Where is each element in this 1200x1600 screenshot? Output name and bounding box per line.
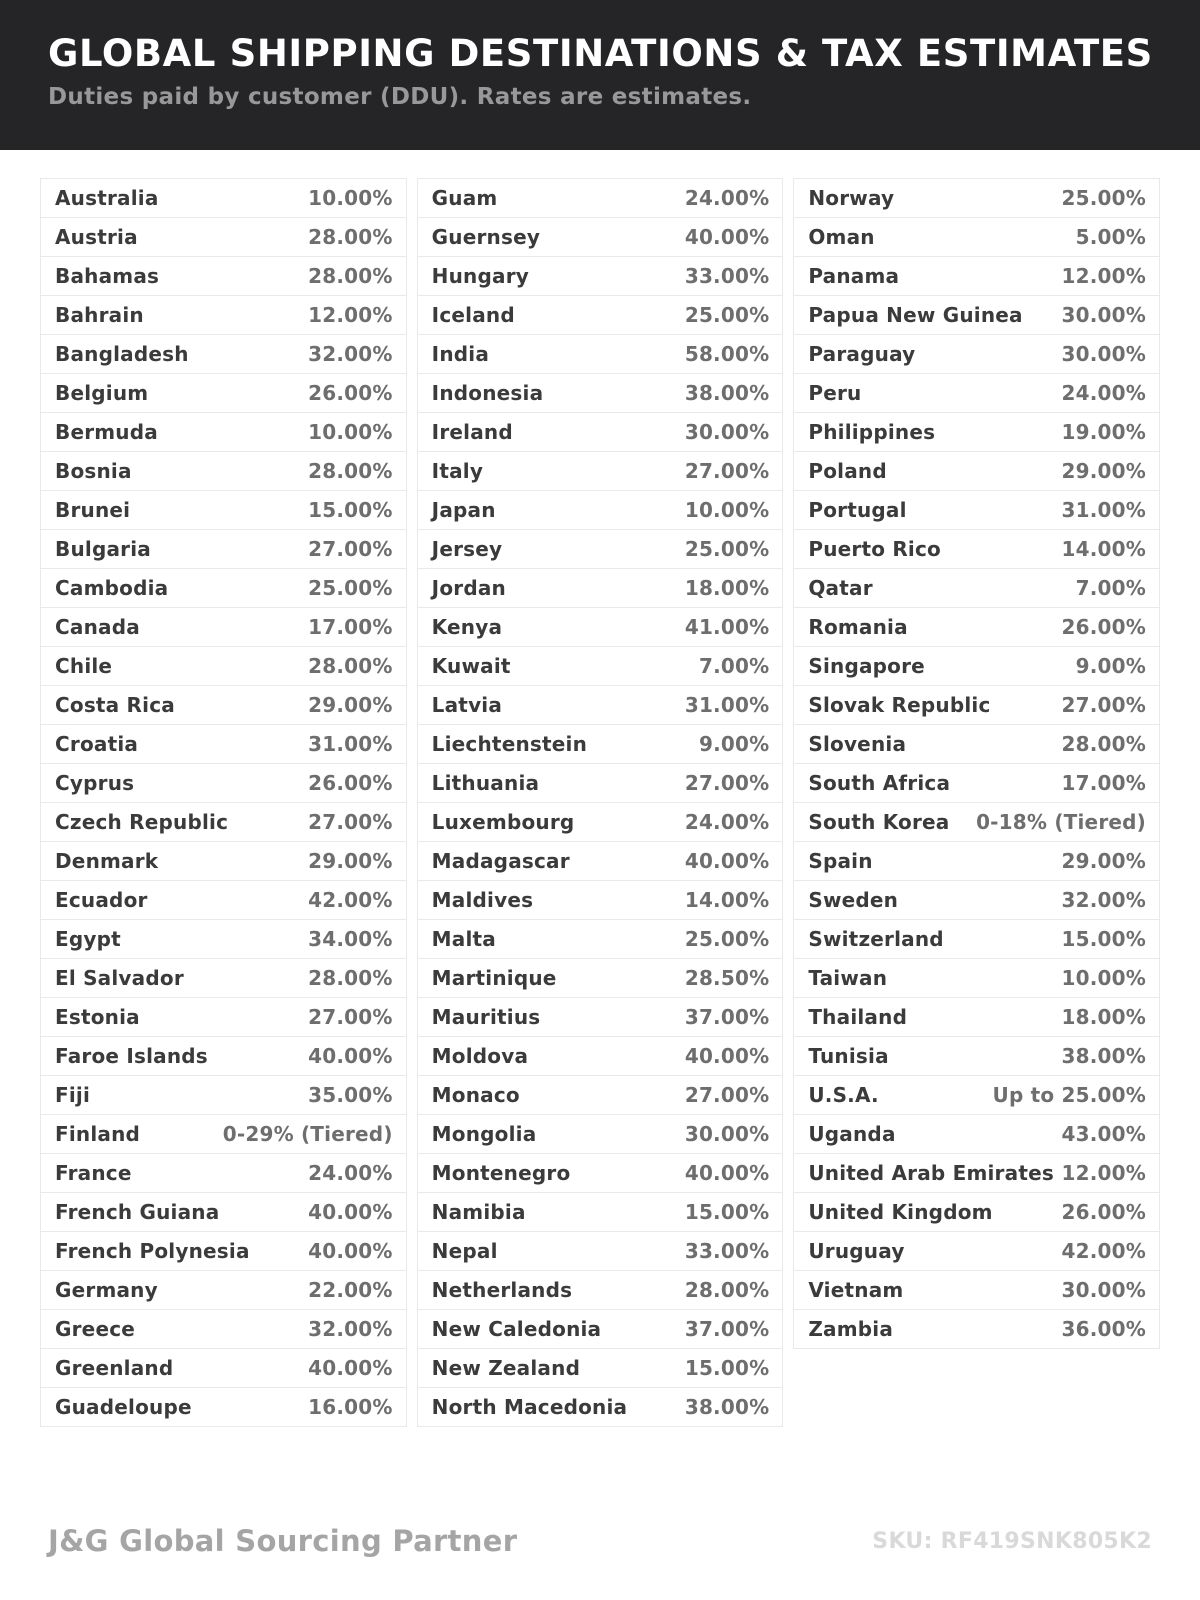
table-row — [417, 607, 784, 647]
country-label: Jordan — [431, 576, 506, 600]
rate-value: 9.00% — [1075, 654, 1147, 678]
table-row — [793, 1270, 1160, 1310]
rate-value: 24.00% — [684, 810, 770, 834]
rate-value: 12.00% — [1061, 1161, 1147, 1185]
table-row — [417, 568, 784, 608]
table-row — [793, 334, 1160, 374]
table-row — [417, 1153, 784, 1193]
table-row — [793, 217, 1160, 257]
country-label: Japan — [431, 498, 496, 522]
country-label: Philippines — [808, 420, 936, 444]
country-label: Panama — [808, 264, 900, 288]
rate-value: 31.00% — [684, 693, 770, 717]
rate-value: 24.00% — [1061, 381, 1147, 405]
country-label: Belgium — [55, 381, 149, 405]
country-label: Slovenia — [808, 732, 907, 756]
table-row — [40, 1231, 407, 1271]
country-label: India — [431, 342, 490, 366]
table-row — [40, 529, 407, 569]
rate-value: 22.00% — [308, 1278, 393, 1302]
country-label: Greece — [55, 1317, 136, 1341]
page-title: GLOBAL SHIPPING DESTINATIONS & TAX ESTIMATES — [48, 32, 1153, 75]
table-row — [417, 490, 784, 530]
table-row — [793, 646, 1160, 686]
rate-value: 24.00% — [684, 186, 770, 210]
table-row — [40, 1036, 407, 1076]
country-label: French Guiana — [55, 1200, 220, 1224]
country-label: Uganda — [808, 1122, 896, 1146]
country-label: Malta — [431, 927, 496, 951]
rate-value: 27.00% — [1061, 693, 1147, 717]
country-label: Jersey — [431, 537, 503, 561]
rate-value: 24.00% — [308, 1161, 393, 1185]
rate-value: 40.00% — [684, 849, 770, 873]
table-row — [40, 1153, 407, 1193]
country-label: Zambia — [808, 1317, 894, 1341]
country-label: Indonesia — [431, 381, 544, 405]
rate-value: 10.00% — [308, 420, 393, 444]
table-row — [417, 256, 784, 296]
country-label: Guernsey — [431, 225, 541, 249]
country-label: Bangladesh — [55, 342, 189, 366]
rate-value: 27.00% — [684, 459, 770, 483]
table-row — [793, 295, 1160, 335]
rate-value: 25.00% — [684, 303, 770, 327]
rate-value: 25.00% — [1061, 186, 1147, 210]
table-row — [417, 1270, 784, 1310]
country-label: Croatia — [55, 732, 139, 756]
country-label: Paraguay — [808, 342, 916, 366]
table-row — [793, 607, 1160, 647]
country-label: Bahrain — [55, 303, 144, 327]
rate-value: 31.00% — [308, 732, 393, 756]
table-row — [793, 724, 1160, 764]
country-label: Canada — [55, 615, 140, 639]
table-row — [417, 295, 784, 335]
rate-value: 37.00% — [684, 1317, 770, 1341]
table-row — [417, 646, 784, 686]
rate-value: 27.00% — [308, 810, 393, 834]
country-label: Papua New Guinea — [808, 303, 1023, 327]
country-label: Bulgaria — [55, 537, 151, 561]
rates-table — [0, 150, 1200, 1427]
country-label: U.S.A. — [808, 1083, 879, 1107]
table-row — [793, 919, 1160, 959]
rate-value: 40.00% — [308, 1044, 393, 1068]
rate-value: 28.00% — [308, 264, 393, 288]
rate-value: 40.00% — [308, 1356, 393, 1380]
table-row — [40, 1348, 407, 1388]
country-label: Sweden — [808, 888, 899, 912]
country-label: Cyprus — [55, 771, 135, 795]
rate-value: 30.00% — [1061, 1278, 1147, 1302]
country-label: Mongolia — [431, 1122, 537, 1146]
rate-value: 17.00% — [1061, 771, 1147, 795]
country-label: Bosnia — [55, 459, 132, 483]
country-label: Luxembourg — [431, 810, 575, 834]
page-footer — [0, 1524, 1200, 1558]
rate-value: 41.00% — [684, 615, 770, 639]
country-label: Bahamas — [55, 264, 160, 288]
rate-value: 30.00% — [684, 420, 770, 444]
table-row — [417, 958, 784, 998]
rates-column-3 — [793, 178, 1160, 1427]
table-row — [40, 646, 407, 686]
table-row — [40, 958, 407, 998]
rate-value: 38.00% — [1061, 1044, 1147, 1068]
country-label: Guadeloupe — [55, 1395, 192, 1419]
country-label: Oman — [808, 225, 875, 249]
table-row — [40, 334, 407, 374]
country-label: Costa Rica — [55, 693, 175, 717]
rate-value: 27.00% — [684, 771, 770, 795]
country-label: Latvia — [431, 693, 503, 717]
table-row — [40, 1270, 407, 1310]
rate-value: 32.00% — [308, 342, 393, 366]
table-row — [793, 1075, 1160, 1115]
rate-value: 30.00% — [1061, 303, 1147, 327]
rates-column-1 — [40, 178, 407, 1427]
rate-value: 25.00% — [684, 537, 770, 561]
table-row — [40, 568, 407, 608]
country-label: New Caledonia — [431, 1317, 602, 1341]
rate-value: 14.00% — [684, 888, 770, 912]
country-label: Martinique — [431, 966, 557, 990]
table-row — [40, 1075, 407, 1115]
rate-value: 9.00% — [698, 732, 770, 756]
rate-value: 0-18% (Tiered) — [976, 810, 1147, 834]
table-row — [793, 1231, 1160, 1271]
country-label: North Macedonia — [431, 1395, 628, 1419]
rate-value: 58.00% — [684, 342, 770, 366]
table-row — [40, 685, 407, 725]
country-label: Iceland — [431, 303, 515, 327]
rate-value: 27.00% — [308, 1005, 393, 1029]
country-label: Brunei — [55, 498, 131, 522]
country-label: Thailand — [808, 1005, 908, 1029]
table-row — [40, 997, 407, 1037]
table-row — [417, 724, 784, 764]
rate-value: 26.00% — [1061, 615, 1147, 639]
table-row — [417, 334, 784, 374]
table-row — [793, 373, 1160, 413]
country-label: Montenegro — [431, 1161, 571, 1185]
rate-value: 28.50% — [684, 966, 770, 990]
table-row — [40, 256, 407, 296]
rate-value: 15.00% — [684, 1356, 770, 1380]
rate-value: 40.00% — [684, 1161, 770, 1185]
table-row — [417, 997, 784, 1037]
country-label: South Korea — [808, 810, 950, 834]
rate-value: 10.00% — [308, 186, 393, 210]
rate-value: 28.00% — [684, 1278, 770, 1302]
country-label: Vietnam — [808, 1278, 904, 1302]
table-row — [793, 451, 1160, 491]
rate-value: 17.00% — [308, 615, 393, 639]
country-label: Norway — [808, 186, 895, 210]
country-label: Slovak Republic — [808, 693, 991, 717]
page-header — [0, 0, 1200, 150]
table-row — [793, 997, 1160, 1037]
country-label: Germany — [55, 1278, 158, 1302]
table-row — [40, 1192, 407, 1232]
rate-value: 31.00% — [1061, 498, 1147, 522]
rate-value: 15.00% — [1061, 927, 1147, 951]
rate-value: 29.00% — [1061, 459, 1147, 483]
country-label: Bermuda — [55, 420, 158, 444]
rate-value: 29.00% — [308, 693, 393, 717]
table-row — [40, 763, 407, 803]
table-row — [417, 217, 784, 257]
table-row — [40, 178, 407, 218]
rate-value: 27.00% — [308, 537, 393, 561]
table-row — [40, 412, 407, 452]
table-row — [417, 412, 784, 452]
rate-value: 28.00% — [308, 225, 393, 249]
table-row — [417, 1192, 784, 1232]
country-label: Uruguay — [808, 1239, 905, 1263]
table-row — [40, 490, 407, 530]
table-row — [417, 1114, 784, 1154]
country-label: Denmark — [55, 849, 159, 873]
rate-value: 26.00% — [1061, 1200, 1147, 1224]
table-row — [417, 763, 784, 803]
country-label: Qatar — [808, 576, 873, 600]
country-label: Australia — [55, 186, 159, 210]
rate-value: 12.00% — [308, 303, 393, 327]
table-row — [40, 880, 407, 920]
table-row — [40, 1114, 407, 1154]
table-row — [40, 1387, 407, 1427]
table-row — [793, 412, 1160, 452]
table-row — [793, 1309, 1160, 1349]
table-row — [793, 1192, 1160, 1232]
rate-value: 29.00% — [1061, 849, 1147, 873]
rate-value: 34.00% — [308, 927, 393, 951]
rate-value: 7.00% — [698, 654, 770, 678]
page-subtitle: Duties paid by customer (DDU). Rates are estimates. — [48, 83, 752, 110]
rate-value: 12.00% — [1061, 264, 1147, 288]
table-row — [40, 217, 407, 257]
table-row — [40, 373, 407, 413]
table-row — [793, 802, 1160, 842]
country-label: South Africa — [808, 771, 951, 795]
country-label: Egypt — [55, 927, 121, 951]
rate-value: 27.00% — [684, 1083, 770, 1107]
table-row — [40, 802, 407, 842]
rate-value: 10.00% — [1061, 966, 1147, 990]
rate-value: 42.00% — [1061, 1239, 1147, 1263]
country-label: Hungary — [431, 264, 529, 288]
table-row — [40, 295, 407, 335]
country-label: Estonia — [55, 1005, 140, 1029]
country-label: Maldives — [431, 888, 534, 912]
rate-value: 18.00% — [684, 576, 770, 600]
country-label: Puerto Rico — [808, 537, 941, 561]
table-row — [417, 1036, 784, 1076]
country-label: United Arab Emirates — [808, 1161, 1054, 1185]
table-row — [417, 841, 784, 881]
rate-value: 38.00% — [684, 1395, 770, 1419]
rates-column-2 — [417, 178, 784, 1427]
rate-value: 28.00% — [308, 654, 393, 678]
country-label: Austria — [55, 225, 138, 249]
country-label: Netherlands — [431, 1278, 573, 1302]
country-label: Namibia — [431, 1200, 526, 1224]
rate-value: 25.00% — [308, 576, 393, 600]
table-row — [40, 919, 407, 959]
table-row — [793, 178, 1160, 218]
country-label: Moldova — [431, 1044, 529, 1068]
country-label: Nepal — [431, 1239, 498, 1263]
table-row — [793, 1114, 1160, 1154]
country-label: Taiwan — [808, 966, 888, 990]
table-row — [793, 568, 1160, 608]
country-label: Greenland — [55, 1356, 174, 1380]
country-label: Spain — [808, 849, 873, 873]
rate-value: 26.00% — [308, 381, 393, 405]
country-label: Kenya — [431, 615, 503, 639]
country-label: Finland — [55, 1122, 141, 1146]
rate-value: 32.00% — [1061, 888, 1147, 912]
table-row — [40, 841, 407, 881]
table-row — [417, 685, 784, 725]
rate-value: 33.00% — [684, 264, 770, 288]
rate-value: 26.00% — [308, 771, 393, 795]
country-label: Portugal — [808, 498, 907, 522]
table-row — [793, 490, 1160, 530]
table-row — [793, 529, 1160, 569]
table-row — [417, 178, 784, 218]
table-row — [417, 919, 784, 959]
rate-value: 28.00% — [308, 459, 393, 483]
rate-value: 35.00% — [308, 1083, 393, 1107]
rate-value: 40.00% — [308, 1200, 393, 1224]
country-label: Tunisia — [808, 1044, 889, 1068]
rate-value: 7.00% — [1075, 576, 1147, 600]
rate-value: 40.00% — [308, 1239, 393, 1263]
rate-value: 30.00% — [684, 1122, 770, 1146]
table-row — [793, 958, 1160, 998]
country-label: Peru — [808, 381, 862, 405]
country-label: Italy — [431, 459, 484, 483]
rate-value: 19.00% — [1061, 420, 1147, 444]
brand-name: J&G Global Sourcing Partner — [48, 1524, 518, 1558]
country-label: France — [55, 1161, 132, 1185]
table-row — [40, 451, 407, 491]
country-label: Switzerland — [808, 927, 944, 951]
rate-value: 15.00% — [308, 498, 393, 522]
table-row — [793, 880, 1160, 920]
rate-value: 28.00% — [1061, 732, 1147, 756]
table-row — [793, 841, 1160, 881]
country-label: El Salvador — [55, 966, 184, 990]
rate-value: 42.00% — [308, 888, 393, 912]
table-row — [793, 1153, 1160, 1193]
table-row — [417, 880, 784, 920]
table-row — [417, 802, 784, 842]
table-row — [793, 256, 1160, 296]
country-label: Chile — [55, 654, 113, 678]
table-row — [793, 1036, 1160, 1076]
country-label: Liechtenstein — [431, 732, 588, 756]
sku-label: SKU: RF419SNK805K2 — [872, 1528, 1152, 1554]
rate-value: 40.00% — [684, 1044, 770, 1068]
table-row — [417, 1309, 784, 1349]
country-label: Ecuador — [55, 888, 148, 912]
country-label: Kuwait — [431, 654, 511, 678]
country-label: Guam — [431, 186, 498, 210]
table-row — [417, 451, 784, 491]
rate-value: 15.00% — [684, 1200, 770, 1224]
country-label: Singapore — [808, 654, 925, 678]
rate-value: 0-29% (Tiered) — [222, 1122, 393, 1146]
table-row — [40, 724, 407, 764]
country-label: Czech Republic — [55, 810, 229, 834]
country-label: Poland — [808, 459, 887, 483]
rate-value: 33.00% — [684, 1239, 770, 1263]
country-label: Cambodia — [55, 576, 169, 600]
table-row — [417, 529, 784, 569]
country-label: New Zealand — [431, 1356, 581, 1380]
country-label: Romania — [808, 615, 908, 639]
rate-value: 14.00% — [1061, 537, 1147, 561]
rate-value: 37.00% — [684, 1005, 770, 1029]
table-row — [417, 1075, 784, 1115]
country-label: United Kingdom — [808, 1200, 993, 1224]
table-row — [40, 1309, 407, 1349]
country-label: Fiji — [55, 1083, 91, 1107]
rate-value: 28.00% — [308, 966, 393, 990]
table-row — [793, 763, 1160, 803]
rate-value: Up to 25.00% — [992, 1083, 1147, 1107]
rate-value: 18.00% — [1061, 1005, 1147, 1029]
country-label: Monaco — [431, 1083, 520, 1107]
country-label: Faroe Islands — [55, 1044, 208, 1068]
table-row — [40, 607, 407, 647]
table-row — [417, 1387, 784, 1427]
rate-value: 5.00% — [1075, 225, 1147, 249]
rate-value: 30.00% — [1061, 342, 1147, 366]
rate-value: 16.00% — [308, 1395, 393, 1419]
rate-value: 40.00% — [684, 225, 770, 249]
country-label: Ireland — [431, 420, 513, 444]
country-label: French Polynesia — [55, 1239, 250, 1263]
country-label: Lithuania — [431, 771, 540, 795]
table-row — [793, 685, 1160, 725]
rate-value: 43.00% — [1061, 1122, 1147, 1146]
rate-value: 36.00% — [1061, 1317, 1147, 1341]
rate-value: 32.00% — [308, 1317, 393, 1341]
table-row — [417, 373, 784, 413]
table-row — [417, 1348, 784, 1388]
rate-value: 10.00% — [684, 498, 770, 522]
country-label: Madagascar — [431, 849, 570, 873]
rate-value: 29.00% — [308, 849, 393, 873]
rate-value: 25.00% — [684, 927, 770, 951]
rate-value: 38.00% — [684, 381, 770, 405]
country-label: Mauritius — [431, 1005, 541, 1029]
table-row — [417, 1231, 784, 1271]
